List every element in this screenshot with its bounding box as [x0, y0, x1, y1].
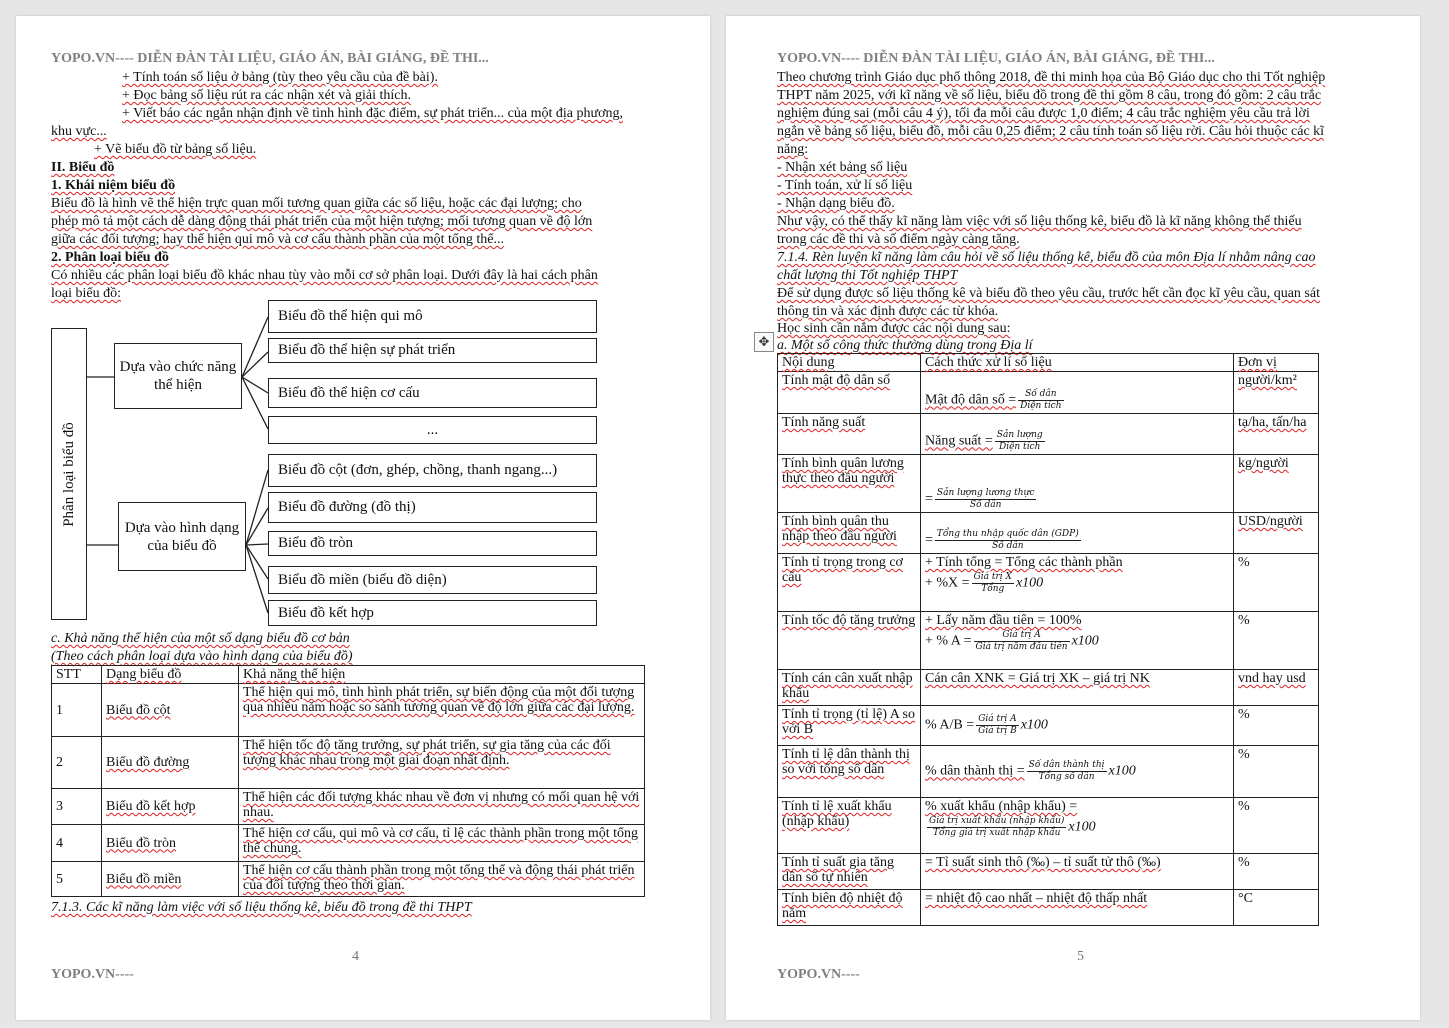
formula-cell: + Lấy năm đầu tiên = 100% + % A = $\frac{\text{Giá trị A}}{\text{Giá trị năm đầu tiên}}$ x100: [921, 612, 1234, 670]
section-heading: 7.1.4. Rèn luyện kĩ năng làm câu hỏi về số liệu thống kê, biểu đồ của môn Địa lí nhằm nâng cao: [777, 250, 1316, 265]
diagram-item: Biểu đồ miền (biểu đồ diện): [268, 566, 597, 594]
table-row: [778, 746, 1319, 798]
table-row: [778, 513, 1319, 554]
bullet-line: + Vẽ biểu đồ từ bảng số liệu.: [94, 142, 257, 157]
table-cell: %: [1234, 706, 1319, 746]
section-heading: chất lượng thi Tốt nghiệp THPT: [777, 268, 958, 283]
table-row: [778, 612, 1319, 670]
table-cell: 4: [52, 825, 102, 862]
table-cell: Tính tỉ trọng trong cơ cấu: [778, 554, 921, 612]
paragraph-line: ngắn về bảng số liệu, biểu đồ, mỗi câu 0,25 điểm; 2 câu tính toán số liệu rời. Câu hỏi thuộc các kĩ: [777, 124, 1325, 139]
table-cell: Tính bình quân lương thực theo đầu người: [778, 455, 921, 513]
chart-capability-table: [51, 665, 645, 897]
diagram-group-shape: Dựa vào hình dạng của biểu đồ: [118, 502, 246, 571]
table-cell: %: [1234, 554, 1319, 612]
table-row: [778, 706, 1319, 746]
diagram-item: Biểu đồ đường (đồ thị): [268, 492, 597, 523]
table-cell: %: [1234, 612, 1319, 670]
table-row: [52, 737, 645, 789]
paragraph-line: năng:: [777, 142, 809, 157]
paragraph-line: trong các đề thi và số điểm ngày càng tăng.: [777, 232, 1020, 247]
page-header: YOPO.VN---- DIỄN ĐÀN TÀI LIỆU, GIÁO ÁN, BÀI GIẢNG, ĐỀ THI...: [777, 51, 1215, 66]
table-cell: Biểu đồ tròn: [102, 825, 239, 862]
section-heading: II. Biểu đồ: [51, 160, 115, 175]
table-row: [778, 854, 1319, 890]
table-header: Nội dung: [778, 354, 921, 372]
diagram-root: Phân loại biểu đồ: [51, 328, 87, 620]
table-cell: %: [1234, 746, 1319, 798]
paragraph-line: Để sử dụng được số liệu thống kê và biểu đồ theo yêu cầu, trước hết cần đọc kĩ yêu cầu, quan sát: [777, 286, 1320, 301]
bullet-line: + Đọc bảng số liệu rút ra các nhận xét và giải thích.: [122, 88, 411, 103]
formula-cell: Mật độ dân số = $\frac{\text{Số dân}}{\text{Diện tích}}$: [921, 372, 1234, 414]
paragraph-line: THPT năm 2025, với kĩ năng về số liệu, biểu đồ trong đề thi gồm 8 câu, trong đó gồm: 2 câu trắc: [777, 88, 1322, 103]
table-cell: Thể hiện qui mô, tình hình phát triển, sự biến động của một đối tượng qua nhiều năm hoặc so sánh tương quan về độ lớn giữa các đại lượng.: [239, 684, 645, 737]
table-cell: Thể hiện tốc độ tăng trưởng, sự phát triển, sự gia tăng của các đối tượng khác nhau trong một giai đoạn nhất định.: [239, 737, 645, 789]
table-cell: USD/người: [1234, 513, 1319, 554]
skill-item: - Nhận dạng biểu đồ.: [777, 196, 895, 211]
bullet-line: khu vực...: [51, 124, 107, 139]
diagram-group-function: Dựa vào chức năng thể hiện: [114, 343, 242, 409]
skill-item: - Nhận xét bảng số liệu: [777, 160, 908, 175]
caption: c. Khả năng thể hiện của một số dạng biểu đồ cơ bản: [51, 631, 350, 646]
table-row: [778, 890, 1319, 926]
table-cell: %: [1234, 854, 1319, 890]
table-header: STT: [52, 666, 102, 684]
table-cell: Tính bình quân thu nhập theo đầu người: [778, 513, 921, 554]
paragraph-line: nghiệm đúng sai (mỗi câu 4 ý), tối đa mỗi câu được 1,0 điểm; 4 câu trắc nghiệm yêu cầu trả lời: [777, 106, 1310, 121]
table-cell: Biểu đồ đường: [102, 737, 239, 789]
paragraph-line: phép mô tả một cách dễ dàng động thái phát triển của một hiện tượng; mối tương quan về độ lớn: [51, 214, 593, 229]
diagram-item: Biểu đồ tròn: [268, 531, 597, 556]
table-cell: Thể hiện cơ cấu thành phần trong một tổng thể và động thái phát triển của đối tượng theo thời gian.: [239, 862, 645, 897]
table-row: [52, 862, 645, 897]
table-cell: Tính mật độ dân số: [778, 372, 921, 414]
table-header: Khả năng thể hiện: [239, 666, 645, 684]
table-row: [778, 554, 1319, 612]
paragraph-line: loại biểu đồ:: [51, 286, 121, 301]
table-cell: Biểu đồ cột: [102, 684, 239, 737]
bullet-line: + Viết báo các ngắn nhận định về tình hình đặc điểm, sự phát triển... của một địa phương,: [122, 106, 623, 121]
table-header: Dạng biểu đồ: [102, 666, 239, 684]
table-cell: %: [1234, 798, 1319, 854]
table-row: [778, 798, 1319, 854]
table-cell: Thể hiện các đối tượng khác nhau về đơn vị nhưng có mối quan hệ với nhau.: [239, 789, 645, 825]
section-heading: 2. Phân loại biểu đồ: [51, 250, 169, 265]
diagram-item: ...: [268, 416, 597, 444]
diagram-item: Biểu đồ cột (đơn, ghép, chồng, thanh ngang...): [268, 454, 597, 487]
table-row: [778, 372, 1319, 414]
table-cell: Tính cán cân xuất nhập khẩu: [778, 670, 921, 706]
section-heading: 1. Khái niệm biểu đồ: [51, 178, 176, 193]
bullet-line: + Tính toán số liệu ở bảng (tùy theo yêu cầu của đề bài).: [122, 70, 438, 85]
formula-cell: % dân thành thị = $\frac{\text{Số dân thành thị}}{\text{Tổng số dân}}$ x100: [921, 746, 1234, 798]
diagram-item: Biểu đồ thể hiện cơ cấu: [268, 378, 597, 408]
skill-item: - Tính toán, xử lí số liệu: [777, 178, 913, 193]
paragraph-line: giữa các đối tượng; hay thể hiện qui mô và cơ cấu thành phần của một tổng thể...: [51, 232, 504, 247]
table-cell: Tính tỉ lệ xuất khẩu (nhập khẩu): [778, 798, 921, 854]
table-move-handle-icon[interactable]: ✥: [754, 332, 774, 352]
paragraph-line: Theo chương trình Giáo dục phổ thông 2018, đề thi minh họa của Bộ Giáo dục cho thi Tốt nghiệp: [777, 70, 1326, 85]
page-number: 4: [352, 949, 359, 964]
table-cell: tạ/ha, tấn/ha: [1234, 414, 1319, 455]
table-header: Cách thức xử lí số liệu: [921, 354, 1234, 372]
paragraph-line: Như vậy, có thể thấy kĩ năng làm việc với số liệu thống kê, biểu đồ là kĩ năng không thể thiếu: [777, 214, 1302, 229]
diagram-item: Biểu đồ kết hợp: [268, 600, 597, 626]
table-cell: Tính tỉ lệ dân thành thị so với tổng số dân: [778, 746, 921, 798]
table-row: [52, 789, 645, 825]
formula-cell: = Tỉ suất sinh thô (‰) – tỉ suất tử thô (‰): [921, 854, 1234, 890]
page-number: 5: [1077, 949, 1084, 964]
table-cell: 5: [52, 862, 102, 897]
table-cell: Tính tỉ suất gia tăng dân số tự nhiên: [778, 854, 921, 890]
table-cell: Tính tỉ trọng (tỉ lệ) A so với B: [778, 706, 921, 746]
table-row: [52, 825, 645, 862]
table-cell: 1: [52, 684, 102, 737]
subsection-heading: a. Một số công thức thường dùng trong Địa lí: [777, 338, 1033, 353]
formula-cell: = $\frac{\text{Tổng thu nhập quốc dân (GDP)}}{\text{Số dân}}$: [921, 513, 1234, 554]
table-cell: kg/người: [1234, 455, 1319, 513]
table-row: [778, 670, 1319, 706]
table-cell: Tính tốc độ tăng trưởng: [778, 612, 921, 670]
formula-cell: Cán cân XNK = Giá trị XK – giá trị NK: [921, 670, 1234, 706]
paragraph-line: Học sinh cần nắm được các nội dung sau:: [777, 321, 1011, 336]
table-header-row: [778, 354, 1319, 372]
page-5: [726, 16, 1420, 1020]
table-header: Đơn vị: [1234, 354, 1319, 372]
table-cell: °C: [1234, 890, 1319, 926]
table-cell: Biểu đồ miền: [102, 862, 239, 897]
table-cell: vnd hay usd: [1234, 670, 1319, 706]
caption: (Theo cách phân loại dựa vào hình dạng của biểu đồ): [51, 649, 353, 664]
formula-table: [777, 353, 1319, 926]
formula-cell: % xuất khẩu (nhập khẩu) = $\frac{\text{Giá trị xuất khẩu (nhập khẩu)}}{\text{Tổng giá trị xuất nhập khẩu}}$ x100: [921, 798, 1234, 854]
section-heading: 7.1.3. Các kĩ năng làm việc với số liệu thống kê, biểu đồ trong đề thi THPT: [51, 900, 472, 915]
paragraph-line: Biểu đồ là hình vẽ thể hiện trực quan mối tương quan giữa các số liệu, hoặc các đại lượng; cho: [51, 196, 582, 211]
page-footer: YOPO.VN----: [777, 967, 860, 982]
table-cell: 3: [52, 789, 102, 825]
formula-cell: Năng suất = $\frac{\text{Sản lượng}}{\text{Diện tích}}$: [921, 414, 1234, 455]
formula-cell: + Tính tổng = Tổng các thành phần + %X = $\frac{\text{Giá trị X}}{\text{Tổng}}$ x100: [921, 554, 1234, 612]
diagram-item: Biểu đồ thể hiện sự phát triển: [268, 338, 597, 363]
table-header-row: [52, 666, 645, 684]
table-cell: Tính năng suất: [778, 414, 921, 455]
formula-cell: = $\frac{\text{Sản lượng lương thực}}{\text{Số dân}}$: [921, 455, 1234, 513]
formula-cell: % A/B = $\frac{\text{Giá trị A}}{\text{Giá trị B}}$ x100: [921, 706, 1234, 746]
table-cell: Biểu đồ kết hợp: [102, 789, 239, 825]
diagram-item: Biểu đồ thể hiện qui mô: [268, 300, 597, 333]
table-cell: Tính biên độ nhiệt độ năm: [778, 890, 921, 926]
table-row: [778, 414, 1319, 455]
table-cell: người/km²: [1234, 372, 1319, 414]
formula-cell: = nhiệt độ cao nhất – nhiệt độ thấp nhất: [921, 890, 1234, 926]
table-cell: 2: [52, 737, 102, 789]
page-header: YOPO.VN---- DIỄN ĐÀN TÀI LIỆU, GIÁO ÁN, BÀI GIẢNG, ĐỀ THI...: [51, 51, 489, 66]
paragraph-line: Có nhiều các phân loại biểu đồ khác nhau tùy vào mỗi cơ sở phân loại. Dưới đây là hai cách phân: [51, 268, 598, 283]
table-cell: Thể hiện cơ cấu, qui mô và cơ cấu, tỉ lệ các thành phần trong một tổng thể chung.: [239, 825, 645, 862]
table-row: [778, 455, 1319, 513]
table-row: [52, 684, 645, 737]
paragraph-line: thông tin và xác định được các từ khóa.: [777, 304, 999, 319]
page-4: [16, 16, 710, 1020]
page-footer: YOPO.VN----: [51, 967, 134, 982]
